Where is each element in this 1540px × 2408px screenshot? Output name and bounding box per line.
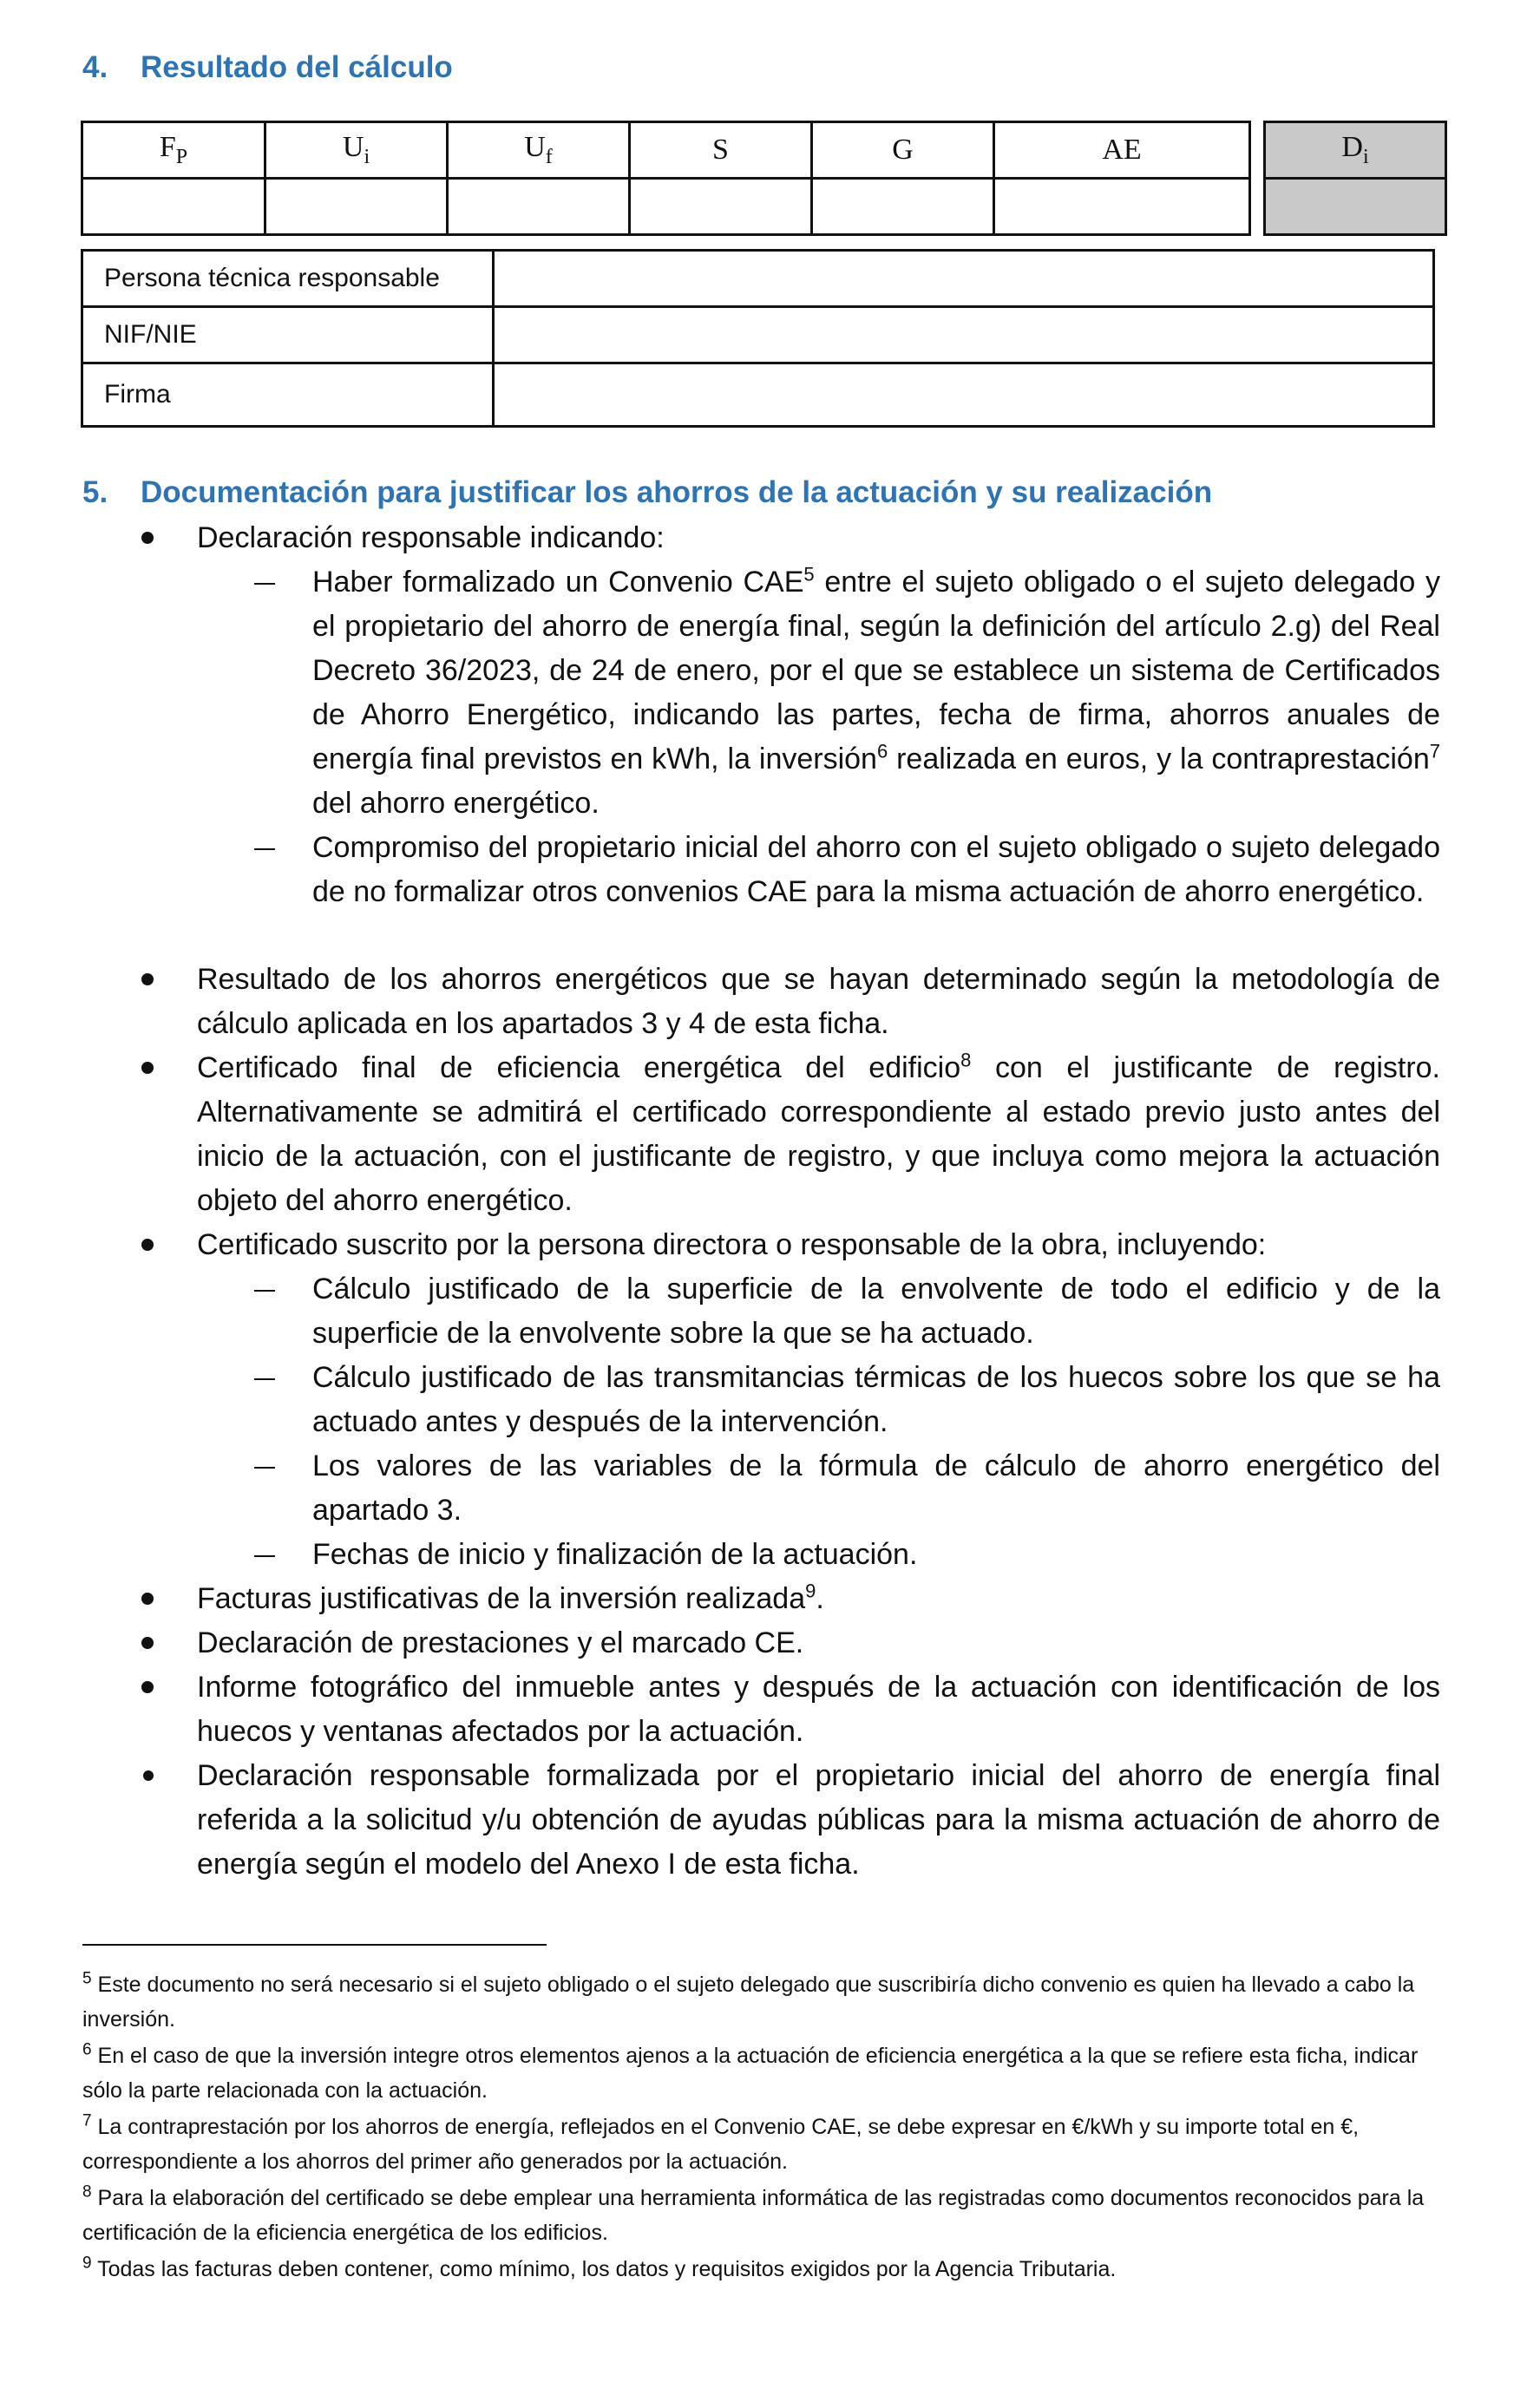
section-4-number: 4. [82, 50, 108, 84]
list-item-aid-declaration: Declaración responsable formalizada por el propietario inicial del ahorro de energía final referida a la solicitud y/u obtención de ayudas públicas para la misma actuación de ahorro de energía según el modelo del Anexo I de esta ficha. [197, 1759, 1440, 1881]
bullet-icon [141, 1637, 154, 1649]
footnote-8: $^8$ Para la elaboración del certificado se debe emplear una herramienta informática de las registradas como documentos reconocidos para la certificación de la eficiencia energética de los edificios. [82, 2182, 1425, 2245]
footnote-ref-5: 5 [803, 563, 815, 586]
value-uf-cell[interactable] [448, 179, 630, 235]
header-fp: $F_P$ [82, 122, 265, 179]
bullet-icon [141, 532, 154, 544]
list-item-invoices: Facturas justificativas de la inversión realizada$^9$. [197, 1580, 824, 1615]
sub-item-surface: Cálculo justificado de la superficie de la envolvente de todo el edificio y de la superficie de la envolvente sobre la que se ha actuado. [312, 1273, 1440, 1350]
bullet-icon [141, 1239, 154, 1251]
nif-row [82, 307, 1434, 363]
header-g: G [812, 122, 994, 179]
value-ae-cell[interactable] [994, 179, 1250, 235]
dash-icon [254, 1290, 275, 1292]
value-ui-cell[interactable] [265, 179, 448, 235]
header-di: $D_i$ [1265, 122, 1446, 179]
nif-label: NIF/NIE [82, 307, 494, 363]
footnote-6: $^6$ En el caso de que la inversión integre otros elementos ajenos a la actuación de eficiencia energética a la que se refiere esta ficha, indicar sólo la parte relacionada con la actuación. [82, 2040, 1419, 2103]
header-uf: $U_f$ [448, 122, 630, 179]
signature-value-cell[interactable] [494, 363, 1434, 427]
responsible-table [81, 249, 1435, 428]
result-table-value-row [82, 179, 1446, 235]
responsible-label: Persona técnica responsable [82, 251, 494, 307]
signature-label: Firma [82, 363, 494, 427]
dash-icon [254, 1467, 275, 1469]
value-fp-cell[interactable] [82, 179, 265, 235]
table-gap [1250, 122, 1265, 179]
responsible-row [82, 251, 1434, 307]
dash-icon [254, 1555, 275, 1557]
list-item-results: Resultado de los ahorros energéticos que se hayan determinado según la metodología de cálculo aplicada en los apartados 3 y 4 de esta ficha. [197, 963, 1440, 1040]
list-item-declaration: Declaración responsable indicando: [197, 521, 665, 554]
sub-item-convenio: Haber formalizado un Convenio CAE$^5$ entre el sujeto obligado o el sujeto delegado y el propietario del ahorro de energía final, según la definición del artículo 2.g) del Real Decreto 36/2023, de 24 de enero, por el que se establece un sistema de Certificados de Ahorro Energético, indicando las partes, fecha de firma, ahorros anuales de energía final previstos en kWh, la inversión$^6$ realizada en euros, y la contraprestación$^7$ del ahorro energético. [312, 563, 1440, 820]
footnote-ref-7: 7 [1429, 740, 1440, 762]
value-s-cell[interactable] [630, 179, 812, 235]
result-table-header-row [82, 122, 1446, 179]
footnote-9: $^9$ Todas las facturas deben contener, como mínimo, los datos y requisitos exigidos por la Agencia Tributaria. [82, 2254, 1117, 2281]
bullet-icon [141, 973, 154, 985]
footnote-5: $^5$ Este documento no será necesario si el sujeto obligado o el sujeto delegado que suscribiría dicho convenio es quien ha llevado a cabo la inversión. [82, 1969, 1415, 2032]
dash-icon [254, 1378, 275, 1380]
section-4-heading [82, 50, 453, 85]
bullet-icon [141, 1062, 154, 1074]
header-ui: $U_i$ [265, 122, 448, 179]
sub-item-variables: Los valores de las variables de la fórmula de cálculo de ahorro energético del apartado 3. [312, 1449, 1440, 1527]
section-5-heading [82, 475, 1212, 510]
responsible-value-cell[interactable] [494, 251, 1434, 307]
value-g-cell[interactable] [812, 179, 994, 235]
bullet-icon [141, 1681, 154, 1693]
dash-icon [254, 583, 275, 585]
sub-item-dates: Fechas de inicio y finalización de la actuación. [312, 1538, 918, 1571]
signature-row [82, 363, 1434, 427]
list-item-ce-marking: Declaración de prestaciones y el marcado CE. [197, 1626, 804, 1659]
table-gap [1250, 179, 1265, 235]
list-item-photo-report: Informe fotográfico del inmueble antes y después de la actuación con identificación de los huecos y ventanas afectados por la actuación. [197, 1671, 1440, 1748]
section-5-title: Documentación para justificar los ahorros de la actuación y su realización [141, 475, 1213, 509]
sub-item-commitment: Compromiso del propietario inicial del ahorro con el sujeto obligado o sujeto delegado de no formalizar otros convenios CAE para la misma actuación de ahorro energético. [312, 831, 1440, 908]
list-item-certificate: Certificado final de eficiencia energética del edificio$^8$ con el justificante de registro. Alternativamente se admitirá el certificado correspondiente al estado previo justo antes del inicio de la actuación, con el justificante de registro, y que incluya como mejora la actuación objeto del ahorro energético. [197, 1049, 1440, 1217]
footnote-ref-6: 6 [876, 740, 888, 762]
header-s: S [630, 122, 812, 179]
section-5-number: 5. [82, 475, 108, 509]
dash-icon [254, 848, 275, 850]
sub-item-transmittance: Cálculo justificado de las transmitancias térmicas de los huecos sobre los que se ha actuado antes y después de la intervención. [312, 1361, 1440, 1438]
value-di-cell [1265, 179, 1446, 235]
result-table [81, 121, 1447, 236]
footnote-ref-8: 8 [960, 1049, 972, 1071]
bullet-icon [143, 1770, 154, 1781]
footnote-7: $^7$ La contraprestación por los ahorros de energía, reflejados en el Convenio CAE, se debe expresar en €/kWh y su importe total en €, correspondiente a los ahorros del primer año generados por la actuación. [82, 2111, 1360, 2174]
header-ae: AE [994, 122, 1250, 179]
footnote-separator [82, 1944, 547, 1946]
bullet-icon [141, 1593, 154, 1605]
footnote-ref-9: 9 [805, 1580, 816, 1602]
list-item-signed-certificate: Certificado suscrito por la persona directora o responsable de la obra, incluyendo: [197, 1228, 1267, 1261]
nif-value-cell[interactable] [494, 307, 1434, 363]
section-4-title: Resultado del cálculo [141, 50, 453, 84]
